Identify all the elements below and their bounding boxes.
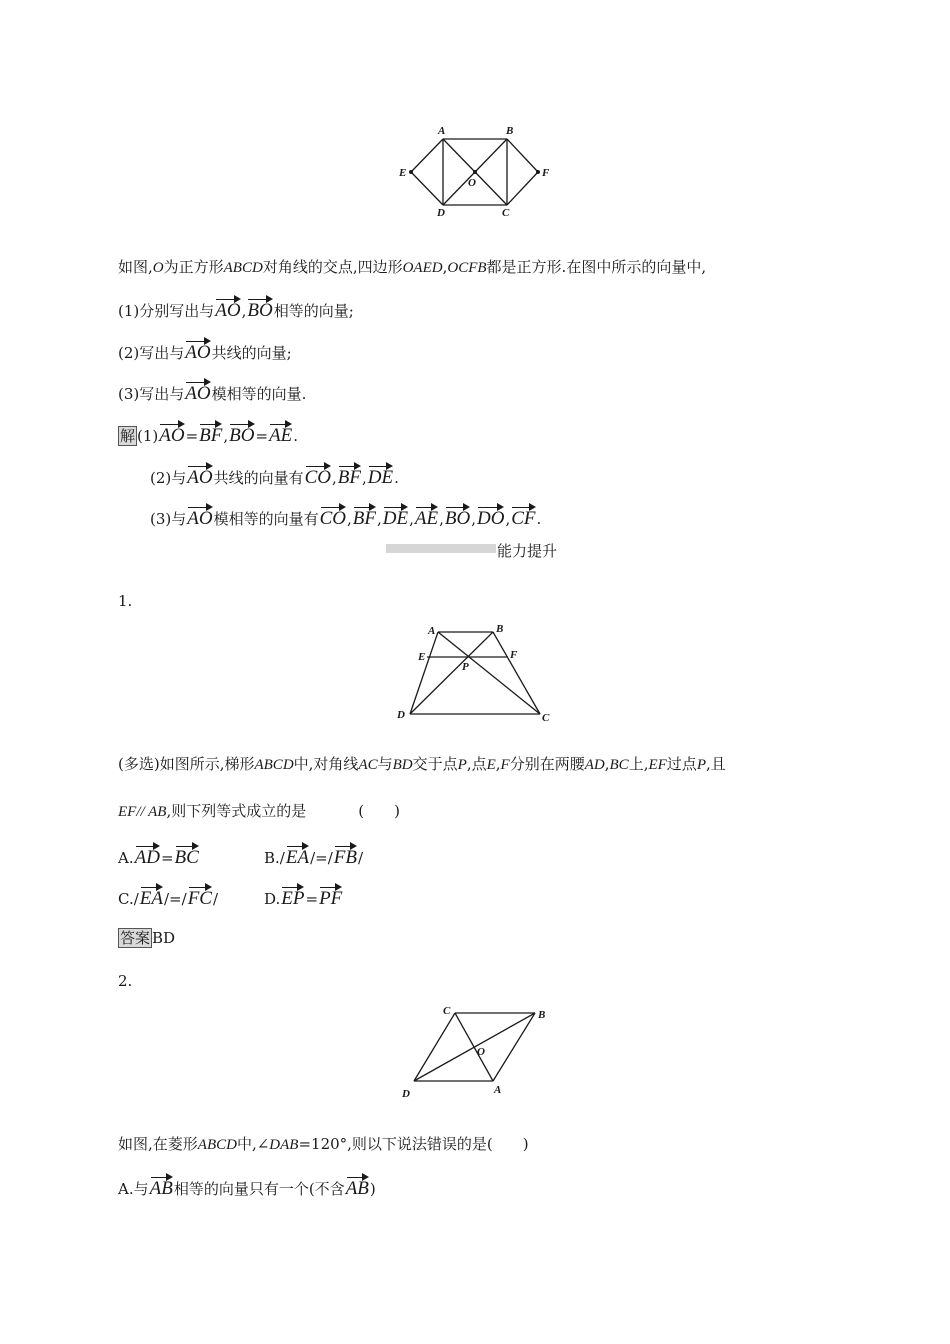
vector: AO [215, 296, 240, 322]
stem-text: =120°,则以下说法错误的是( ) [298, 1135, 529, 1153]
vector: DE [383, 504, 408, 530]
stem-text: 分别在两腰 [509, 755, 585, 773]
option-b [264, 843, 363, 869]
label-b: B [496, 623, 504, 635]
vector: PF [319, 884, 342, 910]
label-o: O [477, 1046, 485, 1058]
option-text: / [357, 849, 364, 867]
vector: AE [269, 421, 292, 447]
stem-text: 中,对角线 [293, 755, 359, 773]
solution-line-3 [150, 504, 541, 530]
label-b: B [506, 125, 514, 137]
answer-tag: 答案 [120, 929, 151, 947]
q-text: (2)写出与 [118, 344, 185, 362]
option-label: A. [118, 849, 134, 867]
stem-text: (多选)如图所示,梯形 [118, 755, 255, 773]
vector: AB [346, 1174, 369, 1200]
vector: BO [247, 296, 272, 322]
option-text: / [212, 890, 219, 908]
vector: CO [320, 504, 346, 530]
vector: CF [511, 504, 535, 530]
vector: AO [159, 421, 184, 447]
stem-text: , [495, 755, 501, 773]
sol-text: . [394, 469, 399, 487]
option-label: B. [264, 849, 280, 867]
stem-math: BD [392, 757, 413, 773]
stem-math: P [696, 757, 706, 773]
vector: BF [199, 421, 222, 447]
sol-text: = [185, 427, 199, 445]
stem-math: F [500, 757, 510, 773]
stem-math: E [486, 757, 496, 773]
problem-1-options-ab [118, 843, 363, 869]
option-text: = [160, 849, 174, 867]
stem-text: 如图,在菱形 [118, 1135, 198, 1153]
option-c [118, 884, 264, 910]
sol-text: . [536, 510, 542, 528]
label-c: C [443, 1005, 451, 1017]
option-text: / [279, 849, 285, 867]
vector: BO [445, 504, 470, 530]
option-text: 相等的向量只有一个(不含 [173, 1180, 345, 1198]
solution-tag: 解 [120, 427, 136, 445]
sol-sep: , [377, 510, 382, 528]
sol-text: (2)与 [150, 469, 187, 487]
option-text: ) [369, 1180, 376, 1198]
label-f: F [510, 649, 518, 661]
stem-math: DAB [269, 1137, 299, 1153]
sol-text: (3)与 [150, 510, 187, 528]
question-2 [118, 338, 292, 364]
vector: CO [305, 463, 331, 489]
vector: AO [187, 463, 212, 489]
label-c: C [542, 712, 550, 724]
q-text: 共线的向量; [211, 344, 292, 362]
intro-ocfb: OCFB [447, 260, 487, 276]
label-b: B [538, 1009, 546, 1021]
label-e: E [399, 167, 407, 179]
stem-text: 中,∠ [236, 1135, 270, 1153]
sol-sep: , [505, 510, 511, 528]
problem-1-stem-line-1 [118, 753, 726, 776]
sol-sep: , [471, 510, 476, 528]
sol-text: (1) [137, 427, 159, 445]
label-d: D [437, 207, 445, 219]
option-text: /=/ [164, 890, 187, 908]
vector: AO [185, 379, 210, 405]
solution-line-2 [150, 463, 399, 489]
label-a: A [428, 625, 436, 637]
label-p: P [462, 661, 469, 673]
vector: BF [338, 463, 361, 489]
intro-text: 对角线的交点,四边形 [262, 258, 403, 276]
option-label: C. [118, 890, 134, 908]
intro-point-o: O [152, 260, 164, 276]
label-e: E [418, 651, 426, 663]
sol-sep: , [347, 510, 352, 528]
solution-line-1 [118, 421, 298, 447]
intro-paragraph [118, 256, 706, 279]
vector: EA [286, 843, 309, 869]
figure-square-abcd [395, 120, 555, 222]
section-bar [386, 544, 496, 553]
stem-text: 交于点 [412, 755, 458, 773]
vector: BF [353, 504, 376, 530]
figure-trapezoid [393, 620, 563, 726]
stem-text: ,则下列等式成立的是 [166, 802, 307, 820]
vector: DO [477, 504, 504, 530]
stem-text: , [604, 755, 610, 773]
option-label: D. [264, 890, 281, 908]
problem-1-answer [118, 927, 175, 949]
sol-sep: , [332, 469, 337, 487]
problem-1-options-cd [118, 884, 343, 910]
vector: BC [175, 843, 199, 869]
option-a [118, 843, 264, 869]
option-text: = [305, 890, 319, 908]
vector: EP [281, 884, 304, 910]
vector: EA [140, 884, 163, 910]
sol-text: = [255, 427, 269, 445]
vector: AB [150, 1174, 173, 1200]
intro-sep: , [442, 258, 448, 276]
q-text: 模相等的向量. [211, 385, 307, 403]
label-a: A [438, 125, 446, 137]
q-text: (3)写出与 [118, 385, 185, 403]
intro-text: 为正方形 [163, 258, 224, 276]
sol-sep: , [362, 469, 367, 487]
sol-text: 共线的向量有 [213, 469, 304, 487]
stem-math: EF// AB [118, 804, 167, 820]
stem-text: ,点 [466, 755, 487, 773]
vector: DE [368, 463, 393, 489]
label-f: F [542, 167, 550, 179]
sol-sep: , [409, 510, 414, 528]
vector: FB [334, 843, 357, 869]
stem-math: BC [609, 757, 629, 773]
label-a: A [494, 1084, 502, 1096]
question-1 [118, 296, 354, 322]
stem-text: ,且 [705, 755, 726, 773]
intro-text: 都是正方形.在图中所示的向量中, [486, 258, 707, 276]
option-d [264, 884, 343, 910]
stem-math: P [457, 757, 467, 773]
sol-text: . [293, 427, 299, 445]
sol-text: 模相等的向量有 [213, 510, 319, 528]
q-text: 相等的向量; [273, 302, 354, 320]
problem-2-option-a [118, 1174, 376, 1200]
vector: BO [229, 421, 254, 447]
stem-text: 上, [628, 755, 649, 773]
vector: AE [415, 504, 438, 530]
stem-text: 与 [377, 755, 393, 773]
label-o: O [468, 177, 476, 189]
section-title: 能力提升 [497, 542, 558, 560]
stem-text: 过点 [666, 755, 697, 773]
intro-text: 如图, [118, 258, 153, 276]
sol-text: , [223, 427, 229, 445]
answer-value: BD [152, 929, 176, 947]
problem-2-number: 2. [118, 972, 133, 990]
vector: AO [187, 504, 212, 530]
answer-blank: ( ) [358, 802, 400, 820]
vector: AO [185, 338, 210, 364]
stem-math: ABCD [197, 1137, 237, 1153]
q-sep: , [241, 302, 247, 320]
label-d: D [397, 709, 405, 721]
problem-2-stem [118, 1133, 529, 1156]
stem-math: EF [648, 757, 667, 773]
label-d: D [402, 1088, 410, 1100]
problem-1-stem-line-2 [118, 800, 400, 823]
intro-oaed: OAED [402, 260, 443, 276]
sol-sep: , [439, 510, 444, 528]
question-3 [118, 379, 306, 405]
problem-1-number: 1. [118, 592, 133, 610]
vector: FC [188, 884, 212, 910]
q-text: (1)分别写出与 [118, 302, 215, 320]
vector: AD [135, 843, 160, 869]
stem-math: AC [358, 757, 378, 773]
stem-math: ABCD [254, 757, 294, 773]
intro-abcd: ABCD [223, 260, 263, 276]
figure-rhombus [396, 1000, 556, 1104]
option-text: /=/ [310, 849, 333, 867]
stem-math: AD [584, 757, 605, 773]
option-text: A.与 [118, 1180, 149, 1198]
option-text: / [133, 890, 139, 908]
label-c: C [502, 207, 510, 219]
